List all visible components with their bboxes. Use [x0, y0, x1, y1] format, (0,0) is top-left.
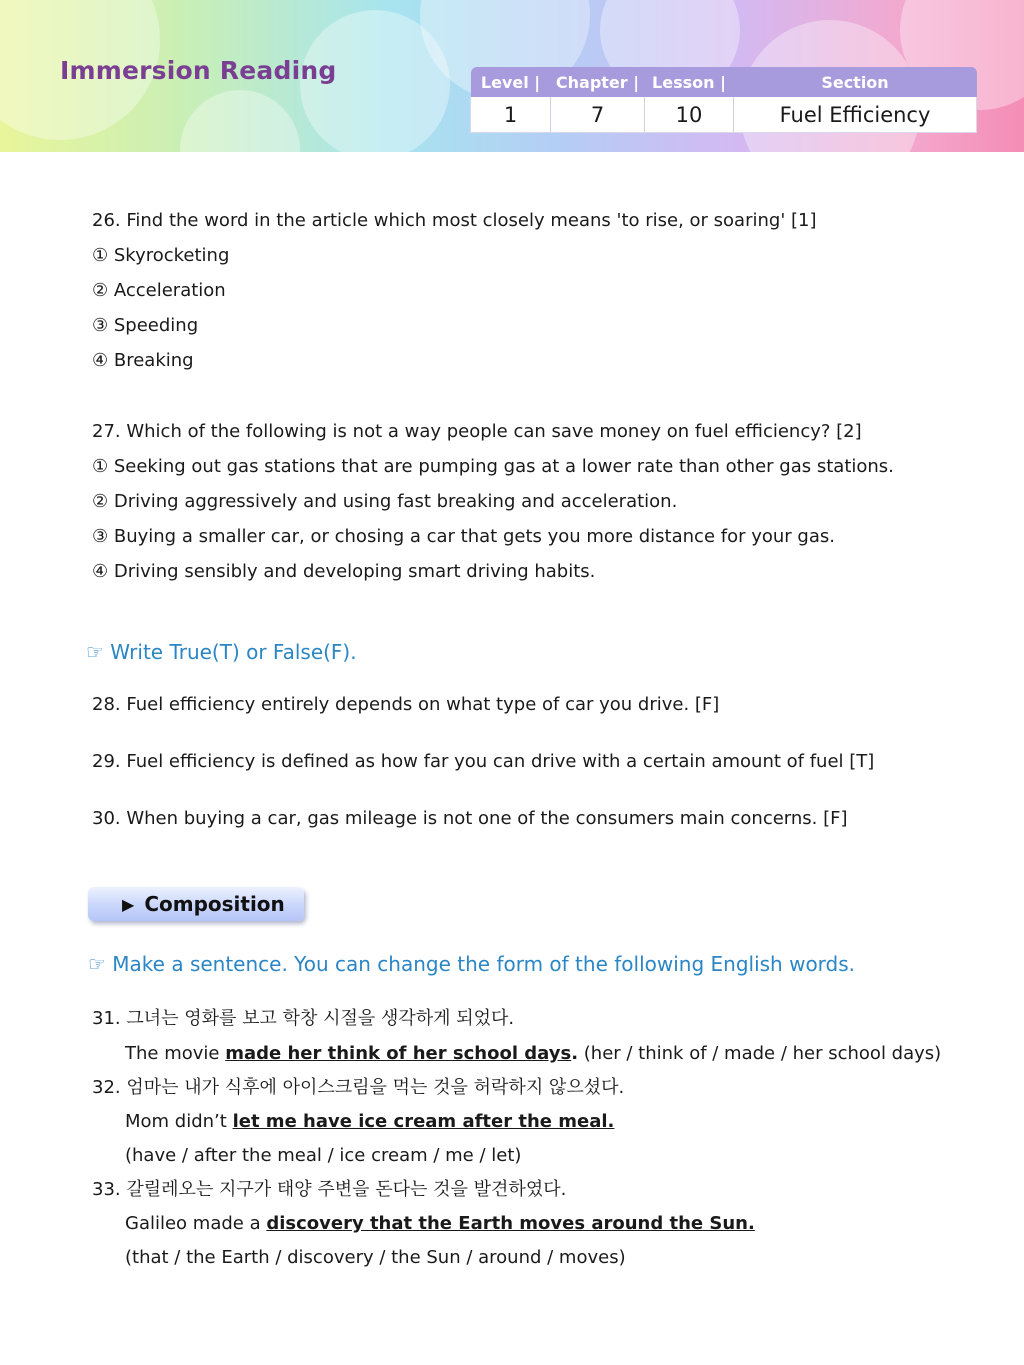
composition-section-label — [88, 887, 304, 921]
question-29: 29. Fuel efficiency is defined as how far you can drive with a certain amount of fuel [T] — [92, 751, 875, 772]
question-31-sentence — [125, 1043, 941, 1065]
question-32-hint: (have / after the meal / ice cream / me / let) — [125, 1145, 522, 1166]
q27-option-2: ② Driving aggressively and using fast breaking and acceleration. — [92, 491, 678, 512]
q33-prefix: Galileo made a — [125, 1213, 267, 1234]
decorative-bubble — [180, 90, 300, 152]
level-header: Level | — [471, 67, 551, 97]
question-33-hint: (that / the Earth / discovery / the Sun / around / moves) — [125, 1247, 626, 1268]
lesson-info-table — [470, 67, 977, 133]
chapter-header: Chapter | — [551, 67, 645, 97]
play-triangle-icon: ▶ — [122, 894, 135, 914]
composition-label: Composition — [144, 892, 285, 916]
q26-option-1: ① Skyrocketing — [92, 245, 230, 266]
question-33-korean: 33. 갈릴레오는 지구가 태양 주변을 돈다는 것을 발견하였다. — [92, 1179, 567, 1200]
header-banner — [0, 0, 1024, 152]
q27-option-3: ③ Buying a smaller car, or chosing a car that gets you more distance for your gas. — [92, 526, 835, 547]
question-32-korean: 32. 엄마는 내가 식후에 아이스크림을 먹는 것을 허락하지 않으셨다. — [92, 1077, 625, 1098]
q26-option-4: ④ Breaking — [92, 350, 194, 371]
q32-answer: let me have ice cream after the meal. — [232, 1111, 615, 1132]
q31-answer: made her think of her school days — [225, 1043, 572, 1064]
question-28: 28. Fuel efficiency entirely depends on what type of car you drive. [F] — [92, 694, 720, 715]
q26-option-3: ③ Speeding — [92, 315, 199, 336]
question-26: 26. Find the word in the article which most closely means 'to rise, or soaring' [1] — [92, 210, 817, 231]
question-33-sentence — [125, 1213, 755, 1235]
question-32-sentence — [125, 1111, 614, 1133]
question-30: 30. When buying a car, gas mileage is not one of the consumers main concerns. [F] — [92, 808, 848, 829]
brand-title: Immersion Reading — [60, 56, 337, 85]
q27-option-4: ④ Driving sensibly and developing smart driving habits. — [92, 561, 596, 582]
q31-prefix: The movie — [125, 1043, 226, 1064]
q31-hint: (her / think of / made / her school days) — [578, 1043, 942, 1064]
composition-instruction: ☞ Make a sentence. You can change the form of the following English words. — [88, 952, 856, 976]
chapter-value: 7 — [551, 97, 645, 132]
lesson-header: Lesson | — [645, 67, 734, 97]
section-header: Section — [734, 67, 977, 97]
level-value: 1 — [471, 97, 551, 132]
lesson-value: 10 — [645, 97, 734, 132]
q26-option-2: ② Acceleration — [92, 280, 226, 301]
q27-option-1: ① Seeking out gas stations that are pumping gas at a lower rate than other gas stations. — [92, 456, 894, 477]
section-value: Fuel Efficiency — [734, 97, 977, 132]
true-false-instruction: ☞ Write True(T) or False(F). — [86, 640, 357, 664]
q32-prefix: Mom didn’t — [125, 1111, 233, 1132]
q33-answer: discovery that the Earth moves around the Sun. — [266, 1213, 755, 1234]
question-27: 27. Which of the following is not a way people can save money on fuel efficiency? [2] — [92, 421, 862, 442]
question-31-korean: 31. 그녀는 영화를 보고 학창 시절을 생각하게 되었다. — [92, 1008, 515, 1029]
q31-period: . — [571, 1043, 579, 1064]
